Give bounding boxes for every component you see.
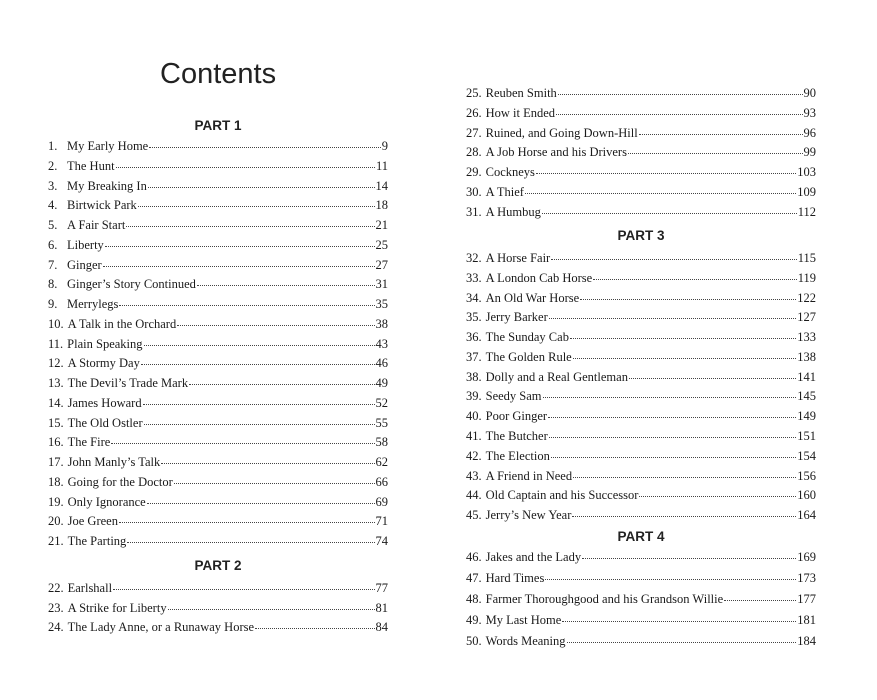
toc-entry[interactable] [466,182,816,201]
dot-leader [549,424,796,438]
toc-entry[interactable] [466,446,816,465]
chapter-number: 50. [466,634,482,648]
toc-entry[interactable] [466,406,816,425]
chapter-number: 19. [48,494,64,509]
page-number: 169 [797,550,816,564]
toc-entry[interactable] [48,136,388,155]
toc-entry[interactable] [466,426,816,445]
dot-leader [111,430,374,444]
chapter-number: 18. [48,474,64,489]
chapter-title: Old Captain and his Successor [485,488,639,503]
page-number: 103 [797,165,816,180]
dot-leader [543,384,797,398]
chapter-title: A Job Horse and his Drivers [485,145,627,160]
page-number: 58 [375,435,388,450]
dot-leader [545,566,796,580]
dot-leader [148,174,375,188]
toc-entry[interactable] [466,288,816,307]
toc-entry[interactable] [466,123,816,142]
toc-entry[interactable] [48,393,388,412]
chapter-title: The Butcher [485,429,548,444]
chapter-number: 38. [466,369,482,384]
page-number: 127 [797,310,816,325]
page-number: 38 [375,316,388,331]
page-number: 90 [803,86,816,100]
chapter-title: Going for the Doctor [67,474,173,489]
chapter-title: Liberty [67,237,104,252]
page-number: 18 [375,198,388,213]
chapter-number: 1. [48,139,58,153]
chapter-title: My Last Home [485,613,562,627]
page-number: 119 [797,270,816,285]
page-number: 71 [375,514,388,529]
dot-leader [573,464,796,478]
dot-leader [536,160,796,174]
page-number: 99 [803,145,816,160]
chapter-title: The Lady Anne, or a Runaway Horse [67,620,255,634]
page-number: 109 [797,185,816,199]
chapter-number: 21. [48,534,64,548]
chapter-title: The Parting [67,534,127,548]
page-number: 52 [375,395,388,410]
toc-entry[interactable] [48,294,388,313]
dot-leader [143,391,375,405]
dot-leader [147,490,375,504]
toc-entry[interactable] [466,248,816,267]
page-number: 55 [375,415,388,430]
toc-entry[interactable] [48,578,388,597]
toc-entry[interactable] [466,103,816,122]
toc-entry[interactable] [48,617,388,636]
chapter-number: 3. [48,178,58,193]
chapter-number: 40. [466,409,482,424]
dot-leader [189,371,374,385]
part-heading: PART 2 [194,558,242,573]
toc-entry[interactable] [48,176,388,195]
chapter-number: 13. [48,376,64,390]
dot-leader [161,450,374,464]
page-number: 177 [797,592,816,606]
dot-leader [558,81,803,95]
page-number: 138 [797,349,816,364]
chapter-title: The Golden Rule [485,349,572,364]
dot-leader [551,246,797,260]
chapter-title: Reuben Smith [485,86,557,100]
dot-leader [573,345,797,359]
toc-entry[interactable] [48,156,388,175]
toc-entry[interactable] [466,386,816,405]
chapter-title: A Friend in Need [485,468,573,483]
dot-leader [113,576,374,590]
chapter-number: 2. [48,158,58,173]
chapter-number: 24. [48,620,64,634]
dot-leader [141,351,375,365]
dot-leader [138,193,375,207]
toc-entry[interactable] [466,485,816,504]
part-heading: PART 1 [194,118,242,133]
page-number: 115 [797,251,816,265]
chapter-title: Earlshall [67,581,113,595]
dot-leader [556,101,802,115]
chapter-number: 36. [466,330,482,345]
page-number: 81 [375,600,388,615]
chapter-title: Dolly and a Real Gentleman [485,369,628,384]
dot-leader [144,411,375,425]
dot-leader [127,529,374,543]
page-number: 154 [797,448,816,463]
chapter-title: Birtwick Park [67,198,137,213]
chapter-title: A Stormy Day [67,356,140,371]
toc-entry[interactable] [466,202,816,221]
toc-entry[interactable] [466,268,816,287]
page-number: 31 [375,277,388,292]
chapter-title: A Thief [485,185,524,199]
dot-leader [255,615,374,629]
chapter-title: My Breaking In [67,178,147,193]
chapter-number: 20. [48,514,64,529]
chapter-number: 39. [466,389,482,404]
dot-leader [548,404,796,418]
chapter-number: 28. [466,145,482,160]
page-number: 181 [797,613,816,627]
page-number: 35 [375,297,388,311]
dot-leader [119,509,375,523]
contents-title: Contents [160,58,277,90]
page-number: 141 [797,369,816,384]
chapter-title: A Horse Fair [485,251,551,265]
page-number: 74 [375,534,388,548]
chapter-number: 7. [48,257,58,272]
page-number: 151 [797,429,816,444]
page-number: 43 [375,336,388,351]
dot-leader [629,365,796,379]
toc-entry[interactable] [48,531,388,550]
chapter-title: Poor Ginger [485,409,548,424]
dot-leader [582,545,796,559]
chapter-title: A Strike for Liberty [67,600,167,615]
chapter-number: 14. [48,395,64,410]
page-number: 156 [797,468,816,483]
chapter-title: The Fire [67,435,111,450]
toc-entry[interactable] [466,142,816,161]
page-number: 173 [797,571,816,585]
chapter-number: 35. [466,310,482,325]
chapter-number: 27. [466,125,482,140]
page-number: 133 [797,330,816,345]
dot-leader [639,483,796,497]
toc-entry[interactable] [48,334,388,353]
chapter-title: Joe Green [67,514,118,529]
chapter-number: 4. [48,198,58,213]
chapter-title: Only Ignorance [67,494,146,509]
toc-entry[interactable] [466,367,816,386]
chapter-title: Jerry’s New Year [485,508,572,523]
chapter-number: 9. [48,297,58,311]
chapter-number: 47. [466,571,482,585]
chapter-number: 48. [466,592,482,606]
page-number: 62 [375,455,388,469]
chapter-title: A London Cab Horse [485,270,593,285]
toc-entry[interactable] [466,83,816,102]
dot-leader [105,233,375,247]
chapter-title: John Manly’s Talk [67,455,161,469]
chapter-title: My Early Home [67,139,149,153]
dot-leader [126,213,374,227]
toc-entry[interactable] [48,195,388,214]
toc-entry[interactable] [466,610,816,629]
dot-leader [562,608,796,622]
dot-leader [197,272,375,286]
chapter-number: 5. [48,218,58,232]
chapter-title: Cockneys [485,165,535,180]
toc-entry[interactable] [466,162,816,181]
page-number: 21 [375,218,388,232]
chapter-title: Jakes and the Lady [485,550,582,564]
chapter-title: Farmer Thoroughgood and his Grandson Willie [485,592,724,606]
chapter-title: Ginger [67,257,102,272]
page-number: 149 [797,409,816,424]
chapter-title: Words Meaning [485,634,566,648]
page-number: 184 [797,634,816,648]
chapter-title: The Devil’s Trade Mark [67,376,189,390]
dot-leader [551,444,796,458]
dot-leader [549,305,797,319]
page-number: 69 [375,494,388,509]
dot-leader [525,180,796,194]
toc-entry[interactable] [466,307,816,326]
toc-entry[interactable] [48,452,388,471]
toc-entry[interactable] [466,589,816,608]
chapter-number: 49. [466,613,482,627]
toc-entry[interactable] [48,492,388,511]
dot-leader [116,154,375,168]
chapter-number: 33. [466,270,482,285]
toc-entry[interactable] [48,314,388,333]
dot-leader [177,312,374,326]
chapter-number: 29. [466,165,482,180]
chapter-title: How it Ended [485,105,556,120]
toc-entry[interactable] [48,598,388,617]
page-number: 77 [375,581,388,595]
page-number: 25 [375,237,388,252]
chapter-number: 17. [48,455,64,469]
dot-leader [144,332,375,346]
chapter-number: 45. [466,508,482,523]
toc-entry[interactable] [48,235,388,254]
chapter-number: 31. [466,204,482,219]
dot-leader [103,253,375,267]
page-number: 112 [797,204,816,219]
toc-entry[interactable] [466,466,816,485]
chapter-title: The Old Ostler [67,415,143,430]
chapter-title: The Sunday Cab [485,330,569,345]
toc-entry[interactable] [48,432,388,451]
page-number: 14 [375,178,388,193]
chapter-title: Hard Times [485,571,545,585]
chapter-number: 25. [466,86,482,100]
dot-leader [639,121,803,135]
chapter-title: Ruined, and Going Down-Hill [485,125,638,140]
dot-leader [572,503,796,517]
chapter-title: Merrylegs [67,297,119,311]
chapter-number: 23. [48,600,64,615]
page-number: 93 [803,105,816,120]
page-number: 84 [375,620,388,634]
chapter-title: James Howard [67,395,142,410]
chapter-title: A Talk in the Orchard [67,316,177,331]
part-heading: PART 3 [617,228,665,243]
chapter-title: The Hunt [67,158,115,173]
chapter-title: The Election [485,448,550,463]
chapter-title: Plain Speaking [67,336,143,351]
page-number: 46 [375,356,388,371]
toc-entry[interactable] [466,568,816,587]
chapter-number: 6. [48,237,58,252]
chapter-number: 34. [466,290,482,305]
dot-leader [724,587,796,601]
chapter-title: An Old War Horse [485,290,580,305]
chapter-title: Seedy Sam [485,389,542,404]
page-number: 49 [375,376,388,390]
toc-entry[interactable] [466,631,816,650]
chapter-number: 15. [48,415,64,430]
page-number: 164 [797,508,816,523]
chapter-number: 22. [48,581,64,595]
chapter-number: 43. [466,468,482,483]
dot-leader [542,200,797,214]
toc-entry[interactable] [48,215,388,234]
toc-entry[interactable] [466,547,816,566]
dot-leader [119,292,374,306]
page-number: 160 [797,488,816,503]
page-number: 66 [375,474,388,489]
chapter-number: 32. [466,251,482,265]
dot-leader [174,470,375,484]
toc-entry[interactable] [48,373,388,392]
dot-leader [580,286,796,300]
dot-leader [567,629,797,643]
toc-entry[interactable] [466,347,816,366]
chapter-number: 12. [48,356,64,371]
dot-leader [593,266,796,280]
page-number: 27 [375,257,388,272]
page-number: 96 [803,125,816,140]
chapter-number: 11. [48,336,64,351]
chapter-title: A Humbug [485,204,541,219]
page-number: 145 [797,389,816,404]
chapter-number: 16. [48,435,64,450]
dot-leader [628,140,803,154]
chapter-title: A Fair Start [67,218,126,232]
chapter-title: Jerry Barker [485,310,548,325]
chapter-number: 37. [466,349,482,364]
chapter-number: 30. [466,185,482,199]
chapter-number: 46. [466,550,482,564]
dot-leader [149,134,381,148]
dot-leader [570,325,796,339]
toc-entry[interactable] [466,327,816,346]
chapter-number: 8. [48,277,58,292]
chapter-number: 10. [48,316,64,331]
page-number: 9 [381,139,388,153]
toc-entry[interactable] [48,413,388,432]
toc-entry[interactable] [466,505,816,524]
toc-entry[interactable] [48,353,388,372]
page-number: 122 [797,290,816,305]
toc-entry[interactable] [48,274,388,293]
chapter-title: Ginger’s Story Continued [67,277,196,292]
chapter-number: 41. [466,429,482,444]
chapter-number: 26. [466,105,482,120]
chapter-number: 44. [466,488,482,503]
dot-leader [168,596,375,610]
toc-entry[interactable] [48,472,388,491]
chapter-number: 42. [466,448,482,463]
toc-entry[interactable] [48,255,388,274]
page-number: 11 [375,158,388,173]
toc-entry[interactable] [48,511,388,530]
part-heading: PART 4 [617,529,665,544]
